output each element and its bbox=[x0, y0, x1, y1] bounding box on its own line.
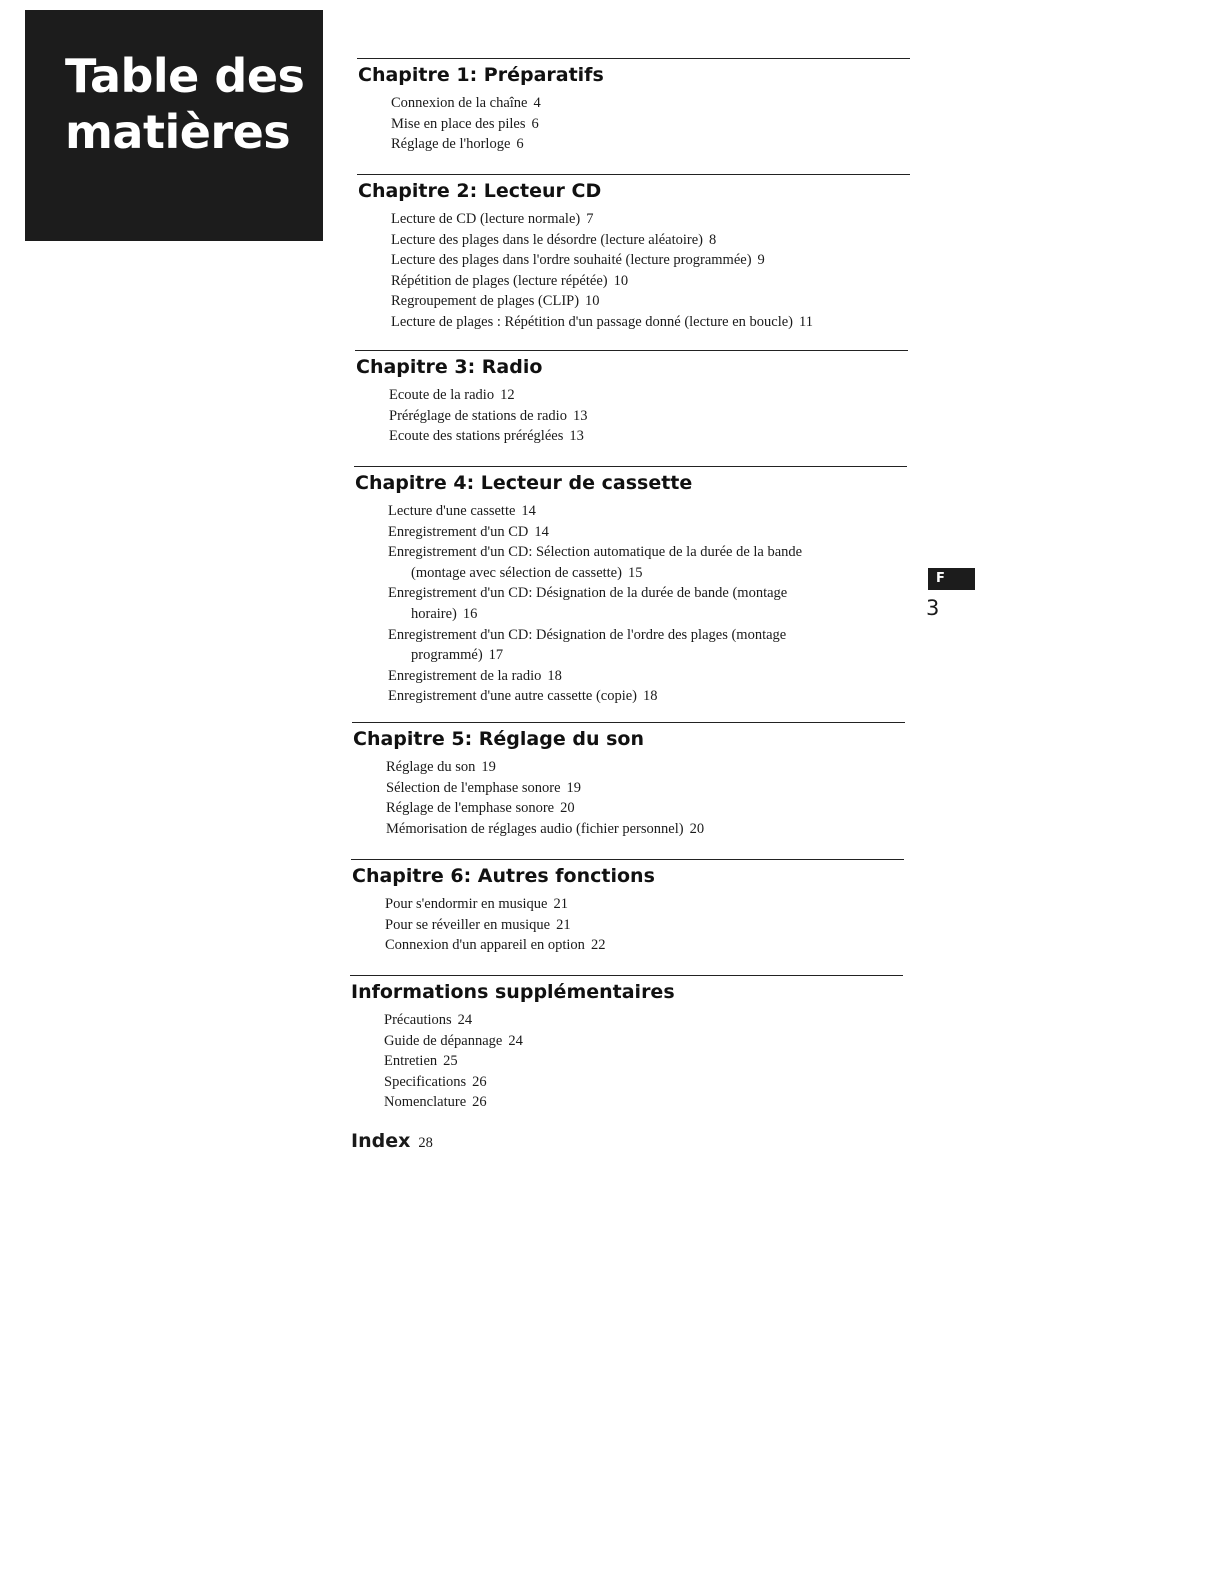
toc-entry[interactable] bbox=[391, 93, 910, 114]
chapter-section bbox=[354, 466, 907, 707]
index-page: 28 bbox=[418, 1135, 433, 1151]
toc-entry-page: 7 bbox=[586, 211, 594, 227]
toc-entry-page: 11 bbox=[799, 313, 813, 330]
page-number: 3 bbox=[926, 596, 940, 620]
index-label: Index bbox=[351, 1130, 411, 1152]
section-divider bbox=[355, 350, 908, 351]
toc-entry[interactable] bbox=[391, 291, 910, 312]
chapter-items bbox=[357, 93, 910, 155]
toc-entry[interactable] bbox=[389, 406, 908, 427]
toc-entry[interactable] bbox=[386, 757, 905, 778]
toc-entry[interactable] bbox=[384, 1072, 903, 1093]
toc-entry[interactable] bbox=[388, 501, 907, 522]
toc-entry-text: Réglage du son bbox=[386, 759, 476, 775]
toc-entry[interactable] bbox=[388, 666, 907, 687]
toc-entry-text: Réglage de l'horloge bbox=[391, 136, 511, 153]
toc-entry[interactable] bbox=[391, 114, 910, 135]
toc-entry-text: Préréglage de stations de radio bbox=[389, 407, 567, 424]
chapter-items bbox=[357, 209, 910, 333]
toc-entry-text: Lecture de CD (lecture normale) bbox=[391, 211, 581, 227]
toc-entry[interactable] bbox=[391, 250, 910, 271]
section-divider bbox=[351, 859, 904, 860]
title-block bbox=[25, 10, 323, 241]
toc-entry-page: 24 bbox=[508, 1032, 523, 1049]
toc-entry-text: Enregistrement d'un CD: Désignation de l'ordre des plages (montage bbox=[388, 626, 787, 643]
toc-entry-page: 20 bbox=[689, 820, 705, 837]
toc-entry[interactable] bbox=[384, 1051, 903, 1072]
page-title-line2: matières bbox=[65, 105, 291, 159]
toc-entry-page: 6 bbox=[516, 136, 524, 153]
toc-entry[interactable] bbox=[385, 915, 904, 936]
chapter-section bbox=[355, 350, 908, 447]
chapter-section bbox=[357, 174, 910, 333]
toc-entry-page: 24 bbox=[457, 1012, 473, 1028]
toc-entry-page: 19 bbox=[481, 759, 496, 775]
page-title bbox=[65, 48, 323, 160]
toc-entry-text: Ecoute de la radio bbox=[389, 387, 495, 403]
toc-entry-page: 4 bbox=[533, 95, 541, 111]
chapter-section bbox=[351, 859, 904, 956]
toc-entry-page: 13 bbox=[572, 407, 588, 424]
toc-entry[interactable] bbox=[384, 1031, 903, 1052]
toc-entry-text: Enregistrement de la radio bbox=[388, 667, 542, 684]
toc-entry[interactable] bbox=[385, 894, 904, 915]
toc-entry-text: Enregistrement d'un CD: Désignation de la durée de bande (montage bbox=[388, 585, 788, 602]
toc-entry-text: Connexion de la chaîne bbox=[391, 95, 528, 111]
chapter-items bbox=[354, 501, 907, 707]
toc-entry-page: 21 bbox=[556, 916, 571, 933]
toc-entry[interactable] bbox=[388, 542, 907, 583]
toc-entry-text: Répétition de plages (lecture répétée) bbox=[391, 272, 608, 289]
toc-entry-page: 14 bbox=[534, 523, 549, 540]
toc-entry-text: Lecture des plages dans le désordre (lecture aléatoire) bbox=[391, 231, 703, 248]
chapter-section bbox=[357, 58, 910, 155]
toc-entry-text: Lecture d'une cassette bbox=[388, 503, 516, 519]
toc-entry-page: 6 bbox=[531, 115, 539, 132]
toc-entry-continuation: programmé) bbox=[411, 647, 483, 664]
toc-entry-page: 25 bbox=[443, 1053, 458, 1070]
toc-entry-page: 8 bbox=[709, 231, 717, 248]
page-title-line1: Table des bbox=[65, 49, 305, 103]
chapter-heading[interactable]: Chapitre 1: Préparatifs bbox=[358, 64, 604, 86]
chapter-items bbox=[351, 894, 904, 956]
section-divider bbox=[352, 722, 905, 723]
chapter-heading[interactable]: Informations supplémentaires bbox=[351, 981, 675, 1003]
toc-entry-text: Mémorisation de réglages audio (fichier personnel) bbox=[386, 820, 684, 837]
toc-entry-text: Mise en place des piles bbox=[391, 115, 526, 132]
toc-entry-continuation: (montage avec sélection de cassette) bbox=[411, 564, 622, 581]
toc-entry[interactable] bbox=[391, 271, 910, 292]
chapter-heading[interactable]: Chapitre 6: Autres fonctions bbox=[352, 865, 655, 887]
toc-entry-page: 15 bbox=[627, 564, 643, 581]
toc-entry[interactable] bbox=[388, 522, 907, 543]
chapter-heading[interactable]: Chapitre 5: Réglage du son bbox=[353, 728, 644, 750]
toc-entry[interactable] bbox=[391, 230, 910, 251]
toc-entry-page: 10 bbox=[613, 272, 629, 289]
toc-entry-text: Enregistrement d'un CD bbox=[388, 523, 529, 540]
toc-entry[interactable] bbox=[385, 935, 904, 956]
toc-entry-text: Lecture des plages dans l'ordre souhaité (lecture programmée) bbox=[391, 252, 752, 269]
toc-entry-text: Pour s'endormir en musique bbox=[385, 896, 548, 912]
toc-entry-page: 21 bbox=[553, 896, 568, 912]
toc-entry-text: Ecoute des stations préréglées bbox=[389, 428, 564, 445]
chapter-items bbox=[350, 1010, 903, 1113]
toc-entry-page: 9 bbox=[757, 252, 765, 269]
chapter-section bbox=[350, 975, 903, 1113]
toc-entry-page: 13 bbox=[569, 428, 584, 445]
section-divider bbox=[357, 58, 910, 59]
toc-entry[interactable] bbox=[389, 385, 908, 406]
toc-entry-text: Pour se réveiller en musique bbox=[385, 916, 551, 933]
toc-entry-page: 18 bbox=[547, 667, 562, 684]
chapter-heading[interactable]: Chapitre 2: Lecteur CD bbox=[358, 180, 602, 202]
toc-entry[interactable] bbox=[386, 778, 905, 799]
toc-entry-text: Réglage de l'emphase sonore bbox=[386, 800, 555, 817]
language-tab: F bbox=[928, 568, 975, 590]
toc-entry-text: Nomenclature bbox=[384, 1094, 467, 1111]
toc-entry-page: 20 bbox=[560, 800, 575, 817]
toc-entry-text: Guide de dépannage bbox=[384, 1032, 503, 1049]
section-divider bbox=[357, 174, 910, 175]
toc-entry-page: 17 bbox=[488, 647, 504, 664]
toc-entry-text: Enregistrement d'un CD: Sélection automatique de la durée de la bande bbox=[388, 544, 803, 561]
chapter-items bbox=[352, 757, 905, 839]
toc-entry-text: Enregistrement d'une autre cassette (copie) bbox=[388, 688, 637, 705]
toc-entry-page: 16 bbox=[462, 605, 478, 622]
toc-entry-page: 19 bbox=[566, 779, 582, 796]
section-divider bbox=[350, 975, 903, 976]
toc-entry-text: Lecture de plages : Répétition d'un passage donné (lecture en boucle) bbox=[391, 313, 794, 330]
toc-entry[interactable] bbox=[386, 798, 905, 819]
toc-entry[interactable] bbox=[388, 625, 907, 666]
toc-entry-continuation: horaire) bbox=[411, 605, 457, 622]
toc-entry-page: 26 bbox=[472, 1094, 487, 1111]
index-entry[interactable] bbox=[351, 1130, 433, 1152]
toc-entry[interactable] bbox=[384, 1092, 903, 1113]
toc-entry[interactable] bbox=[389, 426, 908, 447]
toc-entry[interactable] bbox=[386, 819, 905, 840]
toc-entry-text: Précautions bbox=[384, 1012, 452, 1028]
toc-entry[interactable] bbox=[391, 312, 910, 333]
toc-entry[interactable] bbox=[388, 686, 907, 707]
toc-entry-text: Specifications bbox=[384, 1073, 467, 1090]
toc-entry-page: 18 bbox=[643, 688, 658, 705]
toc-entry-text: Connexion d'un appareil en option bbox=[385, 937, 585, 954]
toc-entry[interactable] bbox=[391, 209, 910, 230]
toc-entry-page: 22 bbox=[590, 937, 606, 954]
section-divider bbox=[354, 466, 907, 467]
toc-entry[interactable] bbox=[384, 1010, 903, 1031]
toc-entry-page: 12 bbox=[500, 387, 515, 403]
toc-entry-text: Regroupement de plages (CLIP) bbox=[391, 293, 580, 310]
toc-entry[interactable] bbox=[391, 134, 910, 155]
chapter-heading[interactable]: Chapitre 4: Lecteur de cassette bbox=[355, 472, 693, 494]
toc-entry-page: 10 bbox=[585, 293, 600, 310]
chapter-items bbox=[355, 385, 908, 447]
toc-entry-text: Entretien bbox=[384, 1053, 438, 1070]
toc-entry-page: 26 bbox=[472, 1073, 487, 1090]
toc-entry-text: Sélection de l'emphase sonore bbox=[386, 779, 561, 796]
chapter-heading[interactable]: Chapitre 3: Radio bbox=[356, 356, 543, 378]
toc-entry-page: 14 bbox=[521, 503, 536, 519]
toc-entry[interactable] bbox=[388, 583, 907, 624]
chapter-section bbox=[352, 722, 905, 839]
